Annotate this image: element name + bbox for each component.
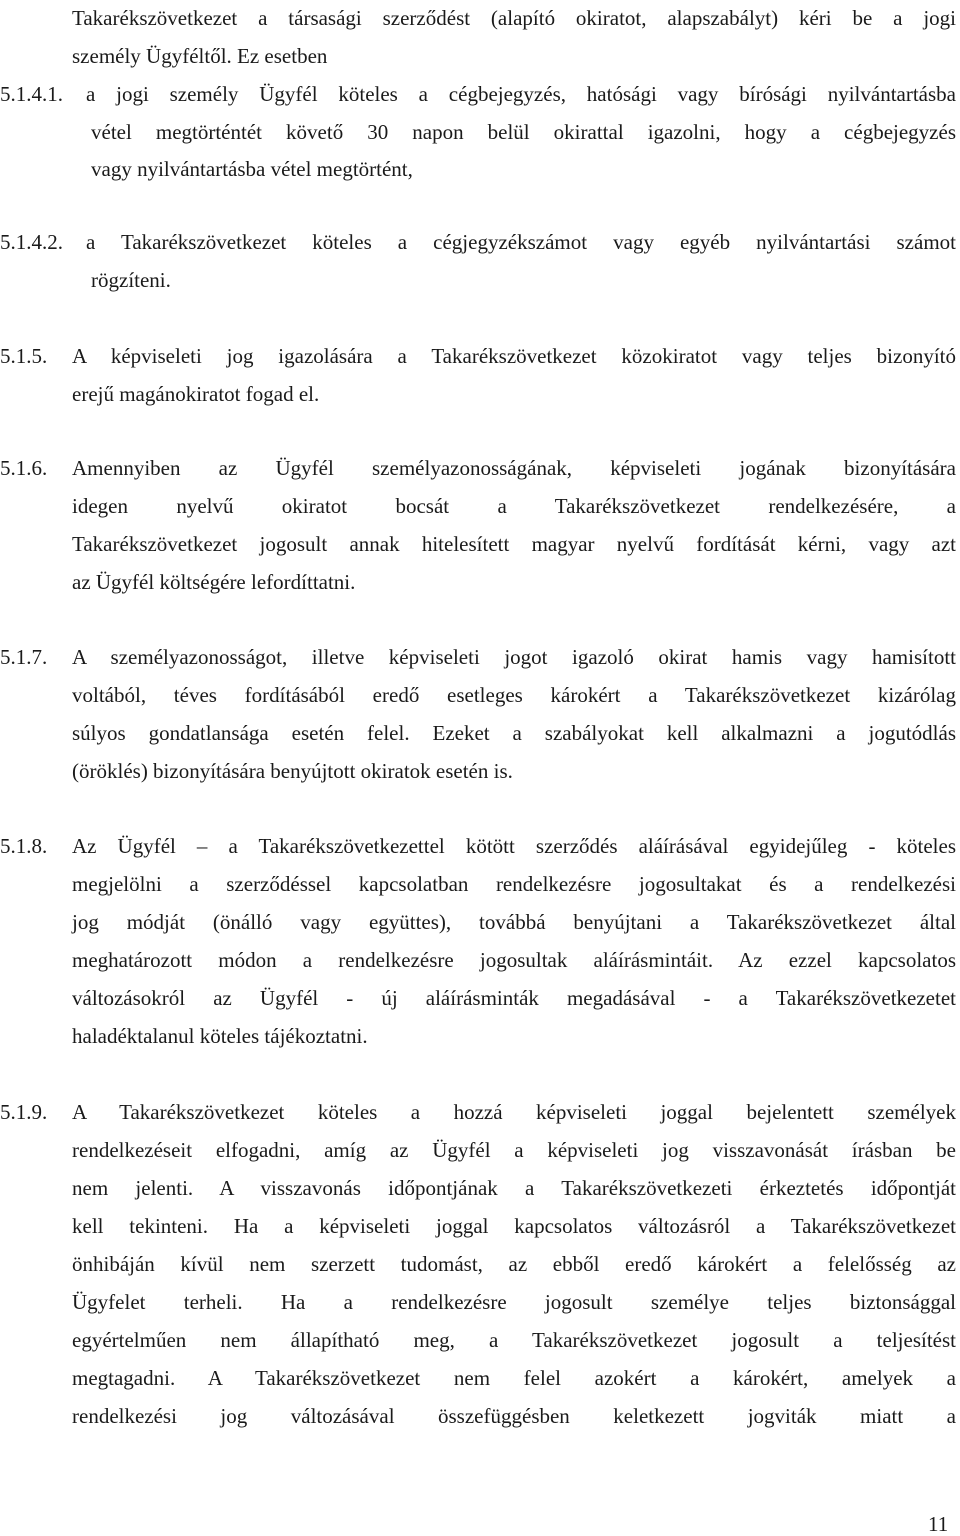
paragraph-line: nem jelenti. A visszavonás időpontjának a Takarékszövetkezeti érkeztetés időpontját: [72, 1176, 956, 1200]
paragraph-line: A Takarékszövetkezet köteles a hozzá képviseleti joggal bejelentett személyek: [72, 1100, 956, 1124]
paragraph-line: az Ügyfél költségére lefordíttatni.: [72, 570, 356, 594]
paragraph-line: erejű magánokiratot fogad el.: [72, 382, 320, 406]
intro-line: Takarékszövetkezet a társasági szerződést (alapító okiratot, alapszabályt) kéri be a jogi: [72, 6, 956, 30]
paragraph-line: egyértelműen nem állapítható meg, a Takarékszövetkezet jogosult a teljesítést: [72, 1328, 956, 1352]
paragraph-line: vagy nyilvántartásba vétel megtörtént,: [91, 157, 413, 181]
paragraph-line: (öröklés) bizonyítására benyújtott okiratok esetén is.: [72, 759, 513, 783]
paragraph-line: megtagadni. A Takarékszövetkezet nem felel azokért a károkért, amelyek a: [72, 1366, 956, 1390]
paragraph-line: rögzíteni.: [91, 268, 171, 292]
paragraph-line: A személyazonosságot, illetve képviseleti jogot igazoló okirat hamis vagy hamisított: [72, 645, 956, 669]
paragraph-line: haladéktalanul köteles tájékoztatni.: [72, 1024, 368, 1048]
section-number: 5.1.8.: [0, 834, 48, 858]
section-number: 5.1.7.: [0, 645, 48, 669]
page-number: 11: [928, 1512, 949, 1536]
paragraph-line: rendelkezéseit elfogadni, amíg az Ügyfél a képviseleti jog visszavonását írásban be: [72, 1138, 956, 1162]
section-number: 5.1.9.: [0, 1100, 48, 1124]
paragraph-line: kell tekinteni. Ha a képviseleti joggal kapcsolatos változásról a Takarékszövetkezet: [72, 1214, 956, 1238]
paragraph-line: Takarékszövetkezet jogosult annak hitelesített magyar nyelvű fordítását kérni, vagy azt: [72, 532, 956, 556]
paragraph-line: A képviseleti jog igazolására a Takarékszövetkezet közokiratot vagy teljes bizonyító: [72, 344, 956, 368]
paragraph-line: a Takarékszövetkezet köteles a cégjegyzékszámot vagy egyéb nyilvántartási számot: [86, 230, 956, 254]
intro-line: személy Ügyféltől. Ez esetben: [72, 44, 328, 68]
section-number: 5.1.4.1.: [0, 82, 63, 106]
paragraph-line: jog módját (önálló vagy együttes), továbbá benyújtani a Takarékszövetkezet által: [72, 910, 956, 934]
paragraph-line: súlyos gondatlansága esetén felel. Ezeket a szabályokat kell alkalmazni a jogutódlás: [72, 721, 956, 745]
paragraph-line: vétel megtörténtét követő 30 napon belül okirattal igazolni, hogy a cégbejegyzés: [91, 120, 956, 144]
paragraph-line: megjelölni a szerződéssel kapcsolatban rendelkezésre jogosultakat és a rendelkezési: [72, 872, 956, 896]
section-number: 5.1.6.: [0, 456, 48, 480]
paragraph-line: a jogi személy Ügyfél köteles a cégbejegyzés, hatósági vagy bírósági nyilvántartásba: [86, 82, 956, 106]
paragraph-line: Ügyfelet terheli. Ha a rendelkezésre jogosult személye teljes biztonsággal: [72, 1290, 956, 1314]
paragraph-line: voltából, téves fordításából eredő esetleges károkért a Takarékszövetkezet kizárólag: [72, 683, 956, 707]
paragraph-line: Amennyiben az Ügyfél személyazonosságának, képviseleti jogának bizonyítására: [72, 456, 956, 480]
paragraph-line: rendelkezési jog változásával összefüggésben keletkezett jogviták miatt a: [72, 1404, 956, 1428]
paragraph-line: önhibáján kívül nem szerzett tudomást, az ebből eredő károkért a felelősség az: [72, 1252, 956, 1276]
section-number: 5.1.4.2.: [0, 230, 63, 254]
paragraph-line: változásokról az Ügyfél - új aláírásminták megadásával - a Takarékszövetkezetet: [72, 986, 956, 1010]
paragraph-line: idegen nyelvű okiratot bocsát a Takarékszövetkezet rendelkezésére, a: [72, 494, 956, 518]
paragraph-line: Az Ügyfél – a Takarékszövetkezettel kötött szerződés aláírásával egyidejűleg - köteles: [72, 834, 956, 858]
section-number: 5.1.5.: [0, 344, 48, 368]
paragraph-line: meghatározott módon a rendelkezésre jogosultak aláírásmintáit. Az ezzel kapcsolatos: [72, 948, 956, 972]
